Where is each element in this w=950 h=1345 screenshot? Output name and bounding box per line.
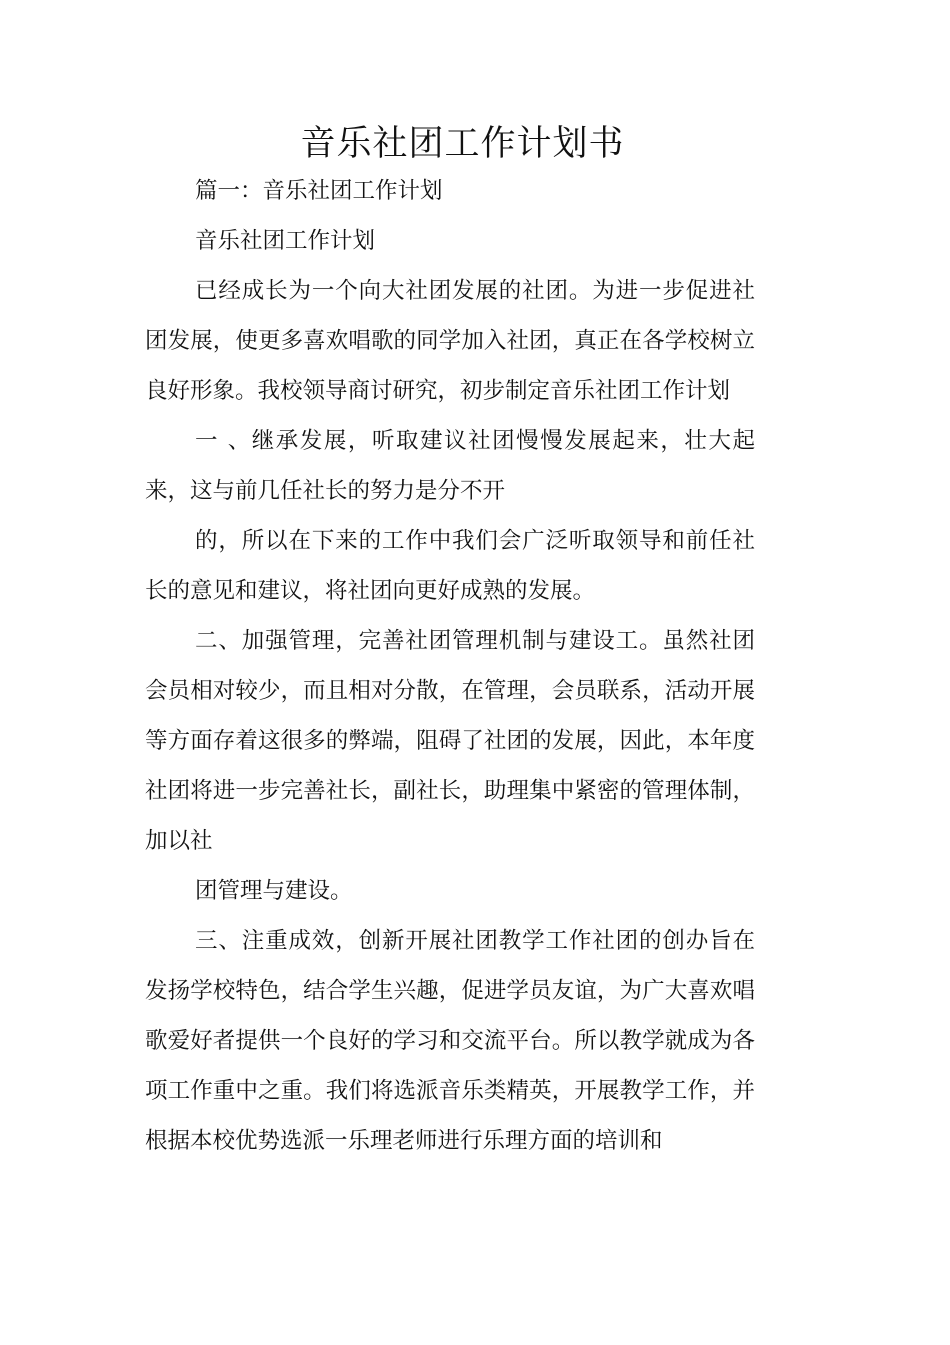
intro-paragraph: 已经成长为一个向大社团发展的社团。为进一步促进社团发展，使更多喜欢唱歌的同学加入社团，真正在各学校树立良好形象。我校领导商讨研究，初步制定音乐社团工作计划 [145,278,755,404]
point-two-paragraph: 二、加强管理，完善社团管理机制与建设工。虽然社团会员相对较少，而且相对分散，在管理，会员联系，活动开展等方面存着这很多的弊端，阻碍了社团的发展，因此，本年度社团将进一步完善社长，副社长，助理集中紧密的管理体制，加以社 [145,628,755,854]
point-three-paragraph: 三、注重成效，创新开展社团教学工作社团的创办旨在发扬学校特色，结合学生兴趣，促进学员友谊，为广大喜欢唱歌爱好者提供一个良好的学习和交流平台。所以教学就成为各项工作重中之重。我们将选派音乐类精英，开展教学工作，并根据本校优势选派一乐理老师进行乐理方面的培训和 [145,928,755,1154]
document-title: 音乐社团工作计划书 [300,124,625,164]
point-one-continuation: 的，所以在下来的工作中我们会广泛听取领导和前任社长的意见和建议，将社团向更好成熟的发展。 [145,528,755,604]
point-two-continuation: 团管理与建设。 [195,878,353,904]
section-heading: 篇一：音乐社团工作计划 [195,178,443,204]
point-one-paragraph: 一 、继承发展，听取建议社团慢慢发展起来，壮大起来，这与前几任社长的努力是分不开 [145,428,755,504]
document-body [145,166,755,1166]
sub-heading: 音乐社团工作计划 [195,228,376,254]
